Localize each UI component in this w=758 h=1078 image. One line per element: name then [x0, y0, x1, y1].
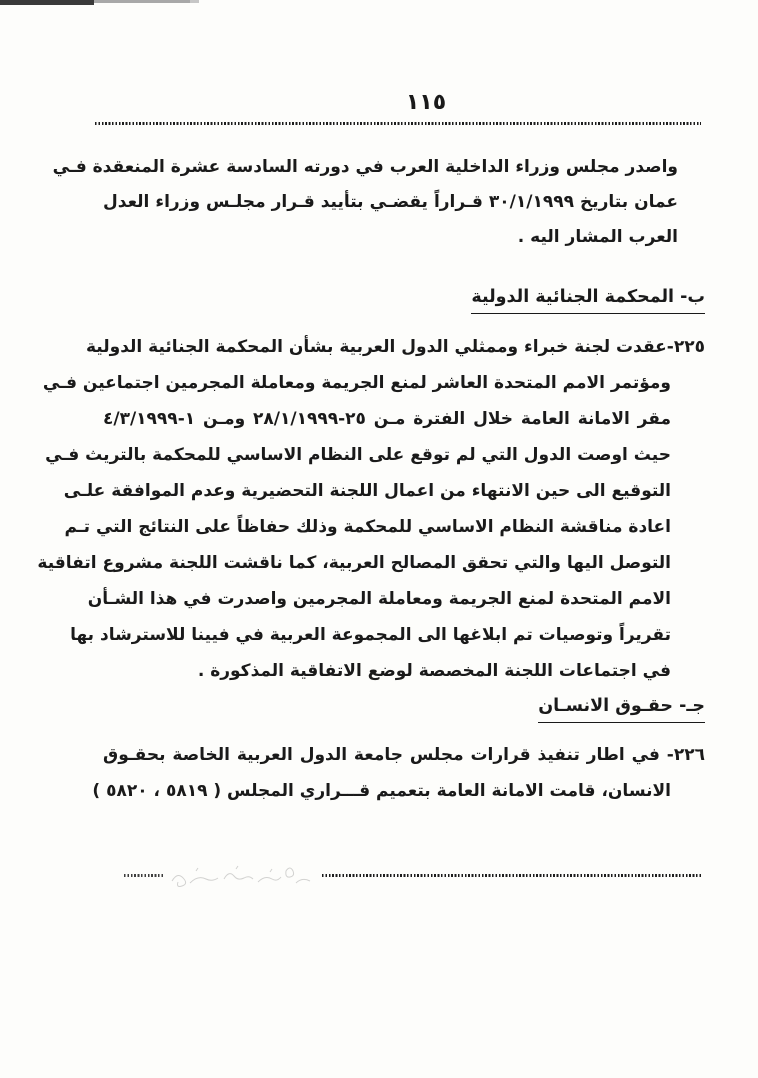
- scan-artifact-light-bar: [94, 0, 190, 3]
- text-line: ٢٢٦- في اطار تنفيذ قرارات مجلس جامعة الدول العربية الخاصة بحقـوق: [103, 745, 705, 765]
- page-number: ١١٥: [405, 90, 447, 115]
- text-line: ومؤتمر الامم المتحدة العاشر لمنع الجريمة ومعاملة المجرمين اجتماعين فـي: [42, 373, 671, 393]
- scan-artifact-dark-bar: [0, 0, 94, 5]
- text-line: في اجتماعات اللجنة المخصصة لوضع الاتفاقية المذكورة .: [197, 661, 671, 681]
- text-line: اعادة مناقشة النظام الاساسي للمحكمة وذلك حفاظاً على النتائج التي تـم: [64, 517, 671, 537]
- text-line: الامم المتحدة لمنع الجريمة ومعاملة المجرمين واصدرت في هذا الشـأن: [87, 589, 671, 609]
- scan-artifact-tick: [190, 0, 199, 3]
- section-b-heading-text: ب- المحكمة الجنائية الدولية: [471, 284, 705, 314]
- text-line: التوقيع الى حين الانتهاء من اعمال اللجنة التحضيرية وعدم الموافقة علـى: [63, 481, 671, 501]
- text-line: مقر الامانة العامة خلال الفترة مـن ٢٥-٢٨/١/١٩٩٩ ومـن ١-٤/٣/١٩٩٩: [103, 409, 672, 429]
- text-line: العرب المشار اليه .: [517, 227, 678, 247]
- intro-paragraph: [52, 150, 705, 255]
- text-line: تقريراً وتوصيات تم ابلاغها الى المجموعة العربية في فيينا للاسترشاد بها: [70, 625, 671, 645]
- text-line: عمان بتاريخ ٣٠/١/١٩٩٩ قـراراً يقضـي بتأييد قـرار مجلـس وزراء العدل: [103, 192, 678, 212]
- footer-dotted-rule-right: [322, 874, 701, 877]
- text-line: الانسان، قامت الامانة العامة بتعميم قـــراري المجلس ( ٥٨١٩ ، ٥٨٢٠ ): [92, 781, 671, 801]
- header-dotted-rule: [95, 122, 701, 125]
- text-line: حيث اوصت الدول التي لم توقع على النظام الاساسي للمحكمة بالتريث فـي: [45, 445, 671, 465]
- text-line: التوصل اليها والتي تحقق المصالح العربية، كما ناقشت اللجنة مشروع اتفاقية: [37, 553, 671, 573]
- footer-dotted-rule-left: [124, 874, 164, 877]
- section-c-heading-text: جـ- حقـوق الانسـان: [538, 693, 705, 723]
- item-225-paragraph: [37, 329, 705, 689]
- text-line: واصدر مجلس وزراء الداخلية العرب في دورته السادسة عشرة المنعقدة فـي: [52, 157, 678, 177]
- item-226-paragraph: [92, 737, 705, 809]
- faint-handwriting-annotation: [166, 857, 322, 899]
- section-c-heading: [103, 693, 705, 723]
- text-line: ٢٢٥-عقدت لجنة خبراء وممثلي الدول العربية بشأن المحكمة الجنائية الدولية: [86, 337, 705, 357]
- section-b-heading: [103, 284, 705, 314]
